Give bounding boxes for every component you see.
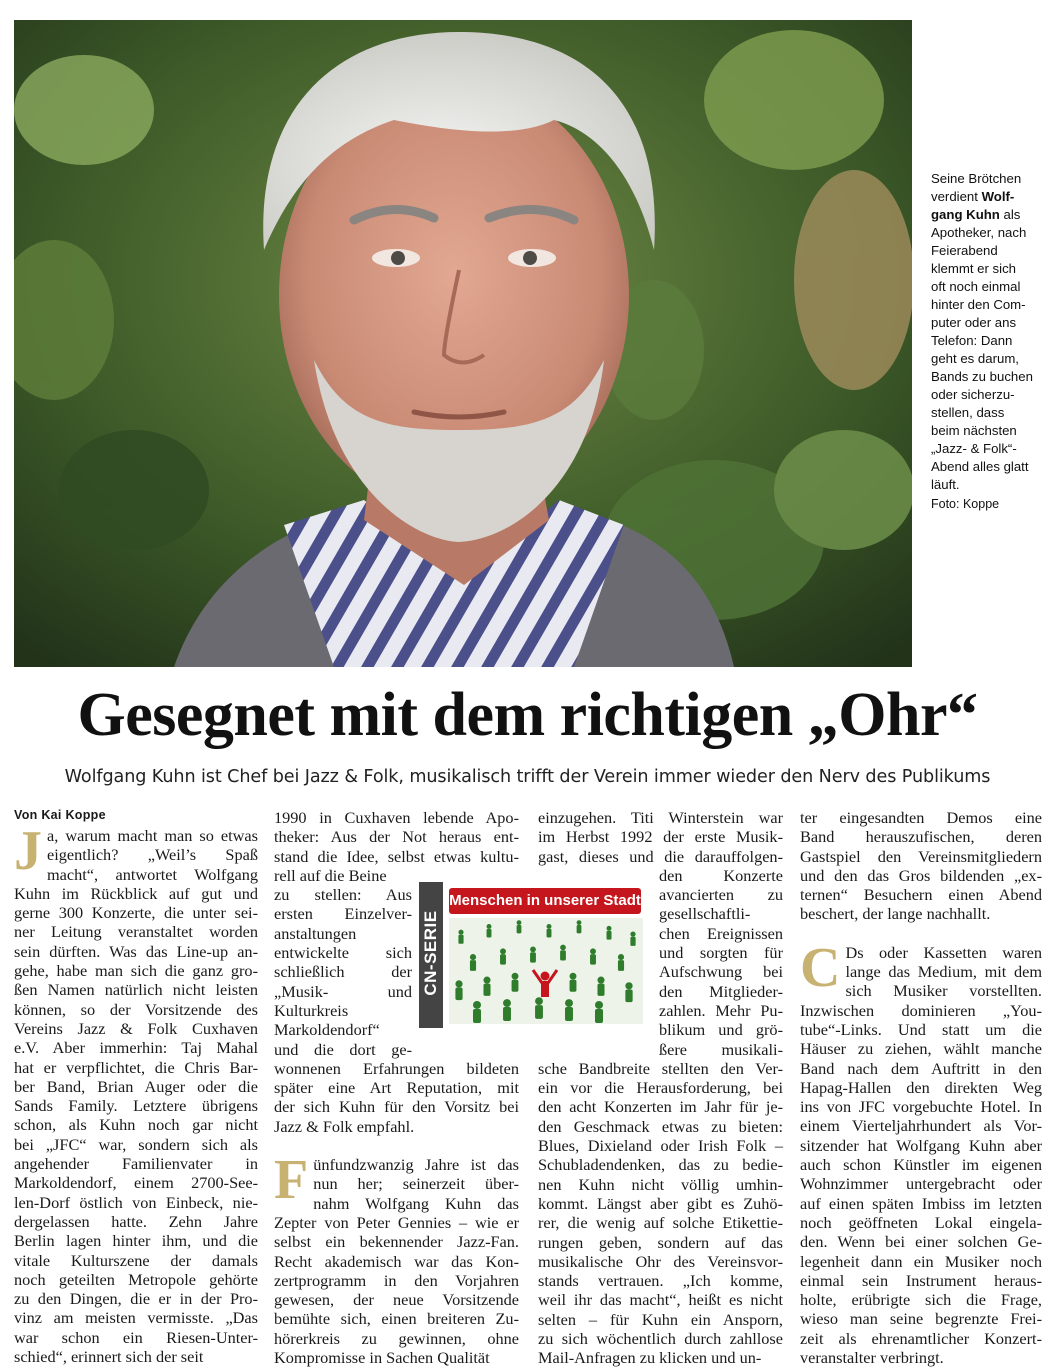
text-line: veranstalter verbringt. — [800, 1348, 944, 1368]
caption-line: läuft. — [931, 477, 960, 492]
paragraph-narrow — [659, 866, 783, 1059]
text-line: chen Ereignissen — [659, 923, 783, 943]
text-line: Markoldendorf, einem 2700-See- — [14, 1173, 258, 1193]
text-line: zertprogramm in den Vorjahren — [274, 1270, 519, 1290]
caption-line: oder sicherzu- — [931, 387, 1015, 402]
article-column-3 — [538, 808, 783, 1368]
text-line: Jazz & Folk empfahl. — [274, 1116, 415, 1136]
text-line: noch geteilten Metropole gehörte — [14, 1269, 258, 1289]
text-line: ein vor die Herausforderung, bei — [538, 1078, 783, 1098]
text-line: lange das Medium, mit dem — [845, 962, 1042, 982]
text-line: Band nach dem Auftritt in den — [800, 1058, 1042, 1078]
text-line: Berlin lagen hinter ihm, und die — [14, 1231, 258, 1251]
photo-caption — [931, 170, 1047, 513]
text-line: bei „JFC“ war, sondern sich als — [14, 1134, 258, 1154]
caption-line: Apotheker, nach — [931, 225, 1027, 240]
text-line: hörerkreis zu gewinnen, ohne — [274, 1328, 519, 1348]
text-line: tube“-Links. Und statt um die — [800, 1019, 1042, 1039]
text-line: Hapag-Hallen den direkten Weg — [800, 1077, 1042, 1097]
text-line: Kuhn im Rückblick auf gut und — [14, 883, 258, 903]
text-line: Blues, Dixieland oder Irish Folk – — [538, 1136, 783, 1156]
text-line: rer, die wenig auf solche Etikettie- — [538, 1213, 783, 1233]
text-line: auf einen späten Imbiss im letzten — [800, 1193, 1042, 1213]
text-line: zeit als ehrenamtlicher Konzert- — [800, 1328, 1042, 1348]
caption-line: verdient Wolf- — [931, 189, 1015, 204]
text-line: Inzwischen dominieren „You- — [800, 1000, 1042, 1020]
text-line: ternen“ Besuchern einen Abend — [800, 885, 1042, 905]
subheadline: Wolfgang Kuhn ist Chef bei Jazz & Folk, musikalisch trifft der Verein immer wieder den Nerv des Publikums — [64, 767, 991, 787]
text-line: len-Dorf östlich von Einbeck, nie- — [14, 1192, 258, 1212]
caption-line: geht es darum, — [931, 351, 1019, 366]
paragraph — [274, 1149, 519, 1368]
text-line: Markoldendorf“ — [274, 1020, 380, 1040]
text-line: ins von JFC vorgebuchte Hotel. In — [800, 1097, 1042, 1117]
paragraph — [274, 808, 519, 885]
text-line: ter eingesandten Demos eine — [800, 808, 1042, 827]
text-line: musikalische Ohr des Vereinsvor- — [538, 1251, 783, 1271]
text-line: nun her; seinerzeit über- — [313, 1174, 519, 1194]
text-line: legenheit dann ein Musiker noch — [800, 1251, 1042, 1271]
series-title: Menschen in unserer Stadt — [449, 888, 641, 914]
caption-line: Seine Brötchen — [931, 171, 1022, 186]
text-line: macht“, antwortet Wolfgang — [47, 864, 258, 884]
text-line: avancierten zu — [659, 885, 783, 905]
text-line: Mail-Anfragen zu klicken und un- — [538, 1348, 762, 1368]
text-line: Zepter von Peter Gennies – wie er — [274, 1212, 519, 1232]
text-line: holte, erübrigte sich die Frage, — [800, 1290, 1042, 1310]
text-line: ßen Namen natürlich nicht leisten — [14, 980, 258, 1000]
text-line: angehender Familienvater in — [14, 1154, 258, 1174]
text-line: wonnenen Erfahrungen bildeten — [274, 1058, 519, 1078]
text-line: zu sich wöchentlich durch zahllose — [538, 1329, 783, 1349]
text-line: zahlen. Mehr Pu- — [659, 1000, 783, 1020]
series-side-label: CN-SERIE — [419, 882, 443, 1028]
text-line: a, warum macht man so etwas — [47, 826, 258, 845]
text-line: vitale Kulturszene der damals — [14, 1250, 258, 1270]
caption-line: Feierabend — [931, 243, 998, 258]
text-line: ber Band, Brian Auger oder die — [14, 1076, 258, 1096]
text-line: sche Bandbreite stellten den Ver- — [538, 1058, 783, 1078]
text-line: hat er verpflichtet, die Chris Bar- — [14, 1057, 258, 1077]
text-line: ßere musikali- — [659, 1039, 783, 1059]
text-line: rell auf die Beine — [274, 865, 387, 885]
headline: Gesegnet mit dem richtigen „Ohr“ — [77, 681, 978, 749]
caption-line: stellen, dass — [931, 405, 1005, 420]
text-line: zu den Dingen, die er in der Pro- — [14, 1289, 258, 1309]
article-photo — [14, 20, 912, 667]
text-line: stand die Idee, selbst etwas kultu- — [274, 846, 519, 866]
text-line: der sich Kuhn für den Vorsitz bei — [274, 1097, 519, 1117]
text-line: „Musik- und — [274, 981, 412, 1001]
text-line: den acht Konzerten im Jahr für je- — [538, 1097, 783, 1117]
text-line: selten – für Kuhn ein Ansporn, — [538, 1309, 783, 1329]
caption-line: puter oder ans — [931, 315, 1017, 330]
text-line: entwickelte sich — [274, 943, 412, 963]
text-line: im Herbst 1992 der erste Musik- — [538, 827, 783, 847]
text-line: wieso man seine begrenzte Frei- — [800, 1309, 1042, 1329]
text-line: gehe, habe man sich die ganz gro- — [14, 961, 258, 981]
text-line: rungen geben, sondern auf das — [538, 1232, 783, 1252]
text-line: gerne 300 Konzerte, die unter sei- — [14, 903, 258, 923]
text-line: und sorgten für — [659, 943, 783, 963]
text-line: schon, als Kuhn noch gar nicht — [14, 1115, 258, 1135]
text-line: Kulturkreis — [274, 1000, 349, 1020]
text-line: nahm Wolfgang Kuhn das — [313, 1193, 519, 1213]
caption-line: Bands zu buchen — [931, 369, 1033, 384]
text-line: sein dürften. Was das Line-up an- — [14, 941, 258, 961]
text-line: schied“, erinnert sich der seit — [14, 1347, 204, 1367]
paragraph — [800, 936, 1042, 1368]
text-line: nen Kuhn nicht völlig umhin- — [538, 1174, 783, 1194]
paragraph-narrow — [274, 885, 412, 1059]
text-line: 1990 in Cuxhaven lebende Apo- — [274, 808, 519, 827]
text-line: sich Musiker vorstellten. — [845, 981, 1042, 1001]
text-line: noch geöffneten Lokal eingela- — [800, 1212, 1042, 1232]
portrait-illustration — [14, 20, 912, 667]
paragraph — [14, 820, 258, 1367]
text-line: theker: Aus der Not heraus ent- — [274, 827, 519, 847]
text-line: dergelassen hatte. Zehn Jahre — [14, 1211, 258, 1231]
text-line: sitzender hat Wolfgang Kuhn aber — [800, 1135, 1042, 1155]
text-line: anstaltungen — [274, 923, 357, 943]
text-line: vinz am meisten vermisste. „Das — [14, 1308, 258, 1328]
text-line: war schon ein Riesen-Unter- — [14, 1327, 258, 1347]
text-line: Gastspiel den Vereinsmitgliedern — [800, 846, 1042, 866]
caption-line: „Jazz- & Folk“- — [931, 441, 1017, 456]
text-line: kommt. Längst aber gibt es Zuhö- — [538, 1193, 783, 1213]
text-line: auch schon Künstler im eigenen — [800, 1155, 1042, 1175]
text-line: Schubladendenken, das zu bedie- — [538, 1155, 783, 1175]
text-line: Aufschwung bei — [659, 962, 783, 982]
text-line: stands vertrauen. „Ich komme, — [538, 1271, 783, 1291]
text-line: den. Wenn bei einer solchen Ge- — [800, 1232, 1042, 1252]
drop-cap: J — [14, 820, 42, 882]
text-line: einzugehen. Titi Winterstein war — [538, 808, 783, 827]
text-line: schließlich der — [274, 962, 412, 982]
article-column-2 — [274, 808, 519, 1367]
text-line: gast, dieses und die darauffolgen- — [538, 846, 783, 866]
text-line: den Konzerte — [659, 865, 783, 885]
caption-line: Telefon: Dann — [931, 333, 1013, 348]
text-line: den Geschmack etwas zu bieten: — [538, 1116, 783, 1136]
text-line: Band herauszufischen, deren — [800, 827, 1042, 847]
text-line: e.V. Aber immerhin: Taj Mahal — [14, 1038, 258, 1058]
text-line: können, so der Vorsitzende des — [14, 999, 258, 1019]
person-figure — [530, 947, 536, 963]
paragraph — [274, 1059, 519, 1136]
text-line: selbst ein bekennender Jazz-Fan. — [274, 1232, 519, 1252]
text-line: Sands Family. Letztere übrigens — [14, 1096, 258, 1116]
text-line: beschert, der lange nachhallt. — [800, 904, 991, 924]
drop-cap: C — [800, 936, 841, 999]
photo-credit: Foto: Koppe — [931, 497, 1000, 511]
caption-line: oft noch einmal — [931, 279, 1021, 294]
caption-line: gang Kuhn als — [931, 207, 1021, 222]
text-line: den Mitglieder- — [659, 981, 783, 1001]
text-line: gewesen, der neue Vorsitzende — [274, 1290, 519, 1310]
text-line: und den das Gros bildenden „ex- — [800, 865, 1042, 885]
text-line: eigentlich? „Weil’s Spaß — [47, 845, 258, 865]
text-line: Vereins Jazz & Folk Cuxhaven — [14, 1018, 258, 1038]
text-line: Recht akademisch war das Kon- — [274, 1251, 519, 1271]
caption-line: hinter den Com- — [931, 297, 1026, 312]
paragraph — [538, 1059, 783, 1368]
paragraph — [800, 808, 1042, 924]
text-line: weil ihr das macht“, heißt es nicht — [538, 1290, 783, 1310]
text-line: später eine Art Reputation, mit — [274, 1078, 519, 1098]
text-line: Häuser zu ziehen, wählt manche — [800, 1039, 1042, 1059]
text-line: zu stellen: Aus — [274, 885, 412, 905]
article-column-4 — [800, 808, 1042, 1367]
article-column-1 — [14, 808, 258, 1366]
text-line: ünfundzwanzig Jahre ist das — [313, 1155, 519, 1175]
paragraph — [538, 808, 783, 866]
text-line: einem Vierteljahrhundert als Vor- — [800, 1116, 1042, 1136]
drop-cap: F — [274, 1149, 309, 1212]
text-line: Kompromisse in Sachen Qualität — [274, 1348, 490, 1368]
text-line: ersten Einzelver- — [274, 904, 412, 924]
caption-line: Abend alles glatt — [931, 459, 1029, 474]
text-line: gesellschaftli- — [659, 904, 751, 924]
text-line: ner Leitung veranstaltet worden — [14, 922, 258, 942]
text-line: und die dort ge- — [274, 1039, 412, 1059]
text-line: bemühte sich, einen breiteren Zu- — [274, 1309, 519, 1329]
text-line: blikum und grö- — [659, 1020, 783, 1040]
byline: Von Kai Koppe — [14, 808, 106, 822]
text-line: Wohnzimmer untergebracht oder — [800, 1174, 1042, 1194]
caption-line: klemmt er sich — [931, 261, 1016, 276]
text-line: einmal sein Instrument heraus- — [800, 1270, 1042, 1290]
caption-line: beim nächsten — [931, 423, 1017, 438]
text-line: Ds oder Kassetten waren — [845, 942, 1042, 962]
